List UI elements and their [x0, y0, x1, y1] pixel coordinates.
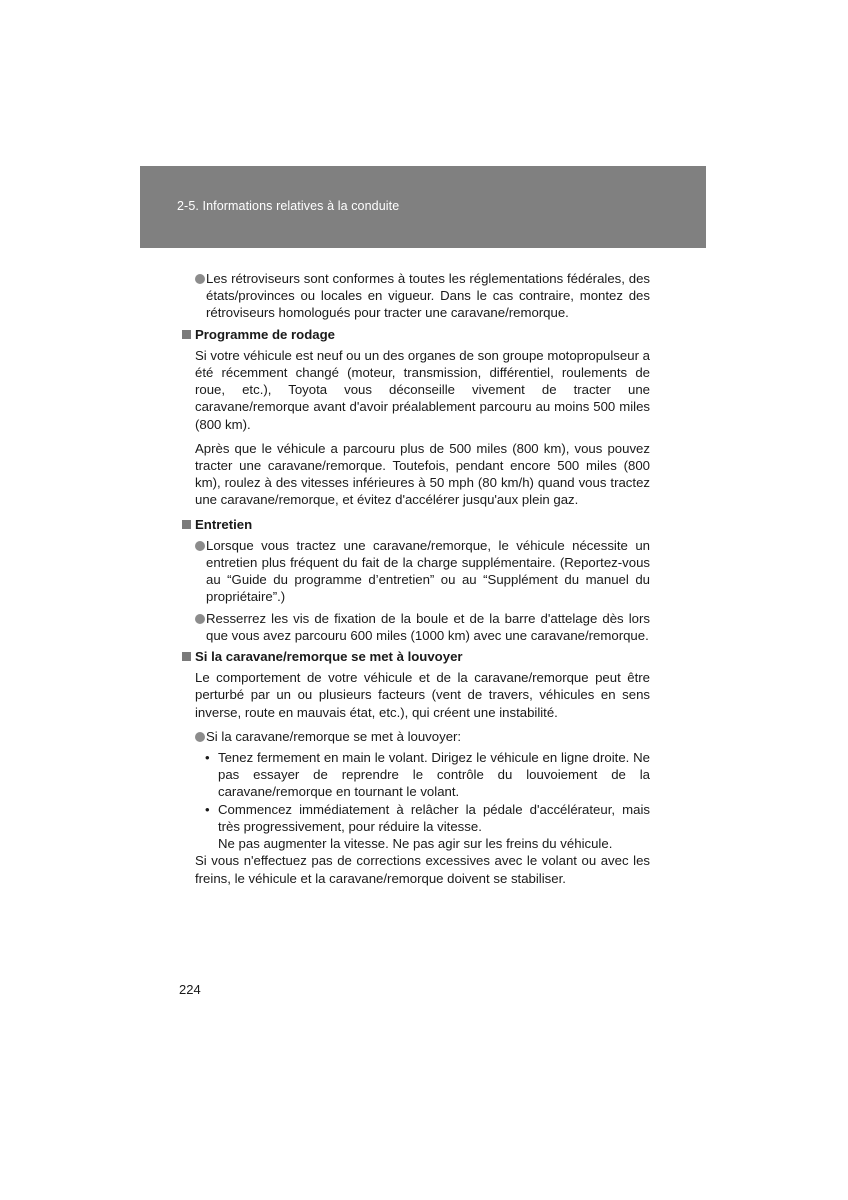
list-item: [180, 728, 650, 745]
section-heading-louvoyer: [180, 648, 650, 665]
square-bullet-icon: [182, 520, 191, 529]
bullet-text: Resserrez les vis de fixation de la boule et de la barre d'attelage dès lors que vous avez parcouru 600 miles (1000 km) avec une caravane/remorque.: [206, 610, 650, 643]
section-title: 2-5. Informations relatives à la conduite: [177, 199, 400, 213]
bullet-circle-icon: [195, 274, 205, 284]
list-item: [180, 610, 650, 644]
page-number: 224: [179, 982, 201, 997]
heading-text: Programme de rodage: [195, 326, 335, 342]
page-content: [180, 270, 650, 887]
square-bullet-icon: [182, 652, 191, 661]
bullet-text: Lorsque vous tractez une caravane/remorque, le véhicule nécessite un entretien plus fréquent du fait de la charge supplémentaire. (Reportez-vous au “Guide du programme d’entretien” ou au “Supplément du manuel du propriétaire”.): [206, 537, 650, 605]
bullet-circle-icon: [195, 732, 205, 742]
dot-bullet-icon: •: [205, 750, 210, 766]
heading-text: Si la caravane/remorque se met à louvoyer: [195, 649, 463, 665]
dot-bullet-icon: •: [205, 801, 210, 817]
section-heading-entretien: [180, 516, 650, 533]
bullet-circle-icon: [195, 541, 205, 551]
bullet-circle-icon: [195, 614, 205, 624]
sub-bullet-text: Commencez immédiatement à relâcher la pédale d'accélérateur, mais très progressivement, pour réduire la vitesse.: [218, 801, 650, 834]
list-item: [180, 270, 650, 322]
sub-bullet-continuation: Ne pas augmenter la vitesse. Ne pas agir sur les freins du véhicule.: [218, 836, 613, 852]
chapter-header-bar: [140, 166, 706, 248]
square-bullet-icon: [182, 330, 191, 339]
sub-bullet-text: Tenez fermement en main le volant. Dirigez le véhicule en ligne droite. Ne pas essayer de reprendre le contrôle du louvoiement de la caravane/remorque en tournant le volant.: [218, 750, 650, 800]
paragraph: Si votre véhicule est neuf ou un des organes de son groupe motopropulseur a été récemment changé (moteur, transmission, différentiel, roulements de roue, etc.), Toyota vous déconseille vivement de tracter une caravane/remorque avant d'avoir préalablement parcouru au moins 500 miles (800 km).: [195, 347, 650, 432]
list-item: [180, 537, 650, 606]
bullet-text: Si la caravane/remorque se met à louvoyer:: [206, 728, 462, 744]
section-heading-rodage: [180, 326, 650, 343]
closing-paragraph: Si vous n'effectuez pas de corrections excessives avec le volant ou avec les freins, le véhicule et la caravane/remorque doivent se stabiliser.: [195, 853, 650, 886]
heading-text: Entretien: [195, 516, 253, 532]
paragraph: Après que le véhicule a parcouru plus de 500 miles (800 km), vous pouvez tracter une caravane/remorque. Toutefois, pendant encore 500 miles (800 km), roulez à des vitesses inférieures à 50 mph (80 km/h) quand vous tractez une caravane/remorque, et évitez d'accélérer jusqu'aux plein gaz.: [195, 440, 650, 508]
paragraph: Le comportement de votre véhicule et de la caravane/remorque peut être perturbé par un ou plusieurs facteurs (vent de travers, véhicules en sens inverse, route en mauvais état, etc.), qui créent une instabilité.: [195, 670, 650, 720]
bullet-text: Les rétroviseurs sont conformes à toutes les réglementations fédérales, des états/provinces ou locales en vigueur. Dans le cas contraire, montez des rétroviseurs homologués pour tracter une caravane/remorque.: [206, 271, 650, 321]
sub-list-item: [180, 801, 650, 835]
sub-list-item: [180, 749, 650, 801]
